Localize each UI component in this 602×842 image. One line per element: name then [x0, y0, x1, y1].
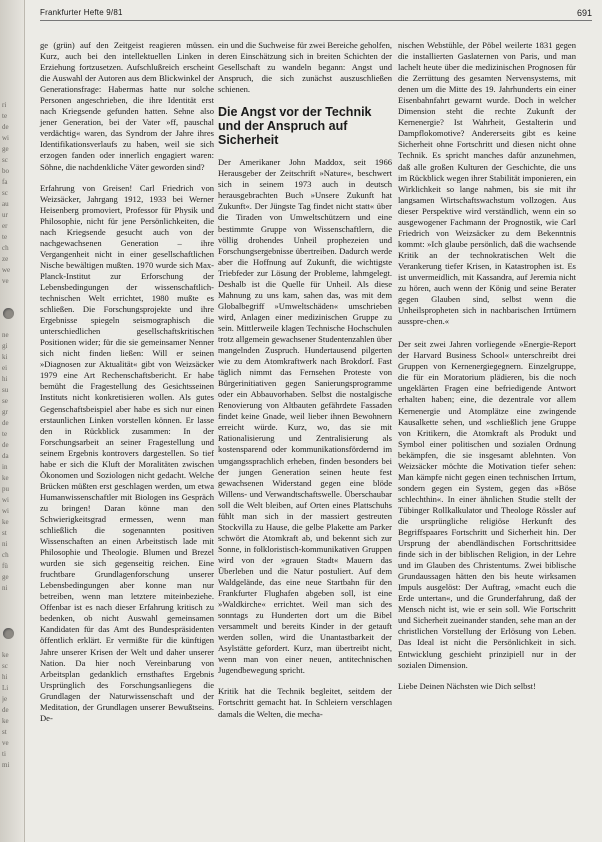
binding-margin	[0, 0, 25, 842]
closing-line: Liebe Deinen Nächsten wie Dich selbst!	[398, 680, 536, 691]
text-column-2	[218, 40, 392, 720]
punch-hole	[3, 308, 14, 319]
bleed-through-text: ne gi ki ei hi su se gr de te de da in ke pu wi wi ke st ni ch fü ge ni	[2, 331, 9, 592]
text-column-3	[398, 40, 576, 692]
page-number: 691	[576, 8, 592, 18]
paragraph: nischen Webstühle, der Pöbel weilerte 1831 gegen die installierten Gaslaternen von Paris, und man lachelt heute über die medizinischen Prognosen für die Zerrüttung des gesamten Nervensystems, mit denen um die Mitte des 19. Jahrhunderts ein einer Eisenbahnfahrt gewarnt wurde. Doch in welcher Dimension steht die rechte Zukunft der Kernenergie? Ist Wahrheit, Gestalterin und Dampflokomotive? Andererseits gibt es keine Sicherheit ohne Fortschritt und diesen nicht ohne Technik. Es spricht manches dafür anzunehmen, daß alle großen Kulturen der Geschichte, die uns im Rückblick wegen ihrer Stabilität imponieren, ein Wirklichkeit so lange nahmen, bis sie mit ihr langsamen Wirtschaftswachstum vollzogen. Aus dieser Perspektive wird verständlich, wenn ein so ausgewogener Fachmann der Prognostik, wie Carl Friedrich von Weizsäcker zu dem Bekenntnis kommt: »Ich glaube persönlich, daß die wachsende Kritik an der technokratischen Welt die Verankerung tiefer Krisen, in Katastrophen ist. Es ist unvermeidlich, mit Kassandra, auf Jeremia nicht zu hören, auch wenn der König und seine Berater gegen Glauben sind, selbst wenn die Unheilspropheten sich in nachbarischen Irrtümern ausspre-chen.«	[398, 40, 576, 327]
paragraph: Erfahrung von Greisen! Carl Friedrich von Weizsäcker, Jahrgang 1912, 1933 bei Werner Heisenberg promoviert, Professor für Physik und Philosophie, nicht für jene Persönlichkeiten, die nach Kriegsende gesucht auch von der nachgewachsenen Generation – ihre Vergangenheit nicht in einer gesellschaftlichen Nische bewältigen mußten. 1970 wurde sich Max-Planck-Institut zur Erforschung der Lebensbedingungen der wissenschaftlich-technischen Welt errichtet, 1980 mußte es schließen. Die Forschungsprojekte und ihre Ergebnisse spiegeln seismographisch die unterschiedlichen gesellschaftskritischen Positionen wider; für die sie gemeinsamer Nenner sich nicht finden ließen: Will er seinen »Diagnosen zur Aktualität« gibt von Weizsäcker 1979 eine Art Rechenschaftsbericht. Er habe bemüht die Fragestellung des Gesichtsseinen Instituts nicht konkretisieren wollen. Als gutes Gegenschaftsbeispiel aber habe es sich nur einen erstaunlichen Linken vorstellen können. Er lasse den in Rückblick zusammen: In der Forschungsarbeit an seiner Fragestellung und seinem Ergebnis kontrovers dargestellen. So tief habe er sich die Kluft der Moralitäten zwischen Ökonomen und Soziologen nicht gedacht. Welche Brücken müßten erst geschlagen werden, um etwa Humanwissenschaftler mit Biologen ins Gespräch zu bringen! Daran könne man den Schwierigkeitsgrad ermessen, wenn man schließlich die sogenannten positiven Wissenschaften an einen Arbeitstisch lade mit Philosophie und Theologie. Blumen und Brezel wurden sie sich gegenseitig reichen. Eine fruchtbare Grundlagenforschung unserer Lebensbedingungen aber konne man nur betreiben, wenn man letztere miteinbeziehe. Offenbar ist es nach dieser Erfahrung kritisch zu bedenken, ob nicht Auswahl gemeinsamen Kandidaten für das Amt des Bundespräsidenten öffentlich erklärt. Er vermißte für die künftigen Jahre unserer Krisen der Welt und daher unserer Nation. Da hier noch Vereinbarung von Arbeitsplan gedanklich ernsthaftes Ergebnis Ursprünglich des Forschungsanliegens die Grundlagen der Naturwissenschaft und der Meditation, der Grundlagen unserer Bewußtseins. De-	[40, 182, 214, 723]
bleed-through-text: ke sc hi Li je de ke st ve ti mi	[2, 651, 10, 769]
text-column-1	[40, 40, 214, 724]
paragraph: ein und die Suchweise für zwei Bereiche geholfen, deren Einschätzung sich in breiten Schichten der Gesellschaft zu wandeln begann: Angst und Anspruch, die sich zunächst auszuschließen schienen.	[218, 40, 392, 95]
section-heading: Die Angst vor der Technik und der Anspruch auf Sicherheit	[218, 105, 372, 148]
paragraph: Der Amerikaner John Maddox, seit 1966 Herausgeber der Zeitschrift »Nature«, beschwert sich in seinem 1973 auch in deutsch herausgebrachten Buch »Unsere Zukunft hat Zukunft«. Der Jüngste Tag findet nicht statt« über die Tiraden von Umweltschützern und eine bestimmte Gruppe von Wissenschaftlern, die völlig drohendes Unheil prophezeien und Forschungsergebnisse übertreiben. Dadurch werde aber die Hoffnung auf Zukunft, die wichtigste Triebfeder zur Lösung der Probleme, lahmgelegt. Deshalb ist die Quelle für Unheil. Als diese Mahnung zu uns kam, sahen das, was mit dem Globalbegriff »Umweltschäden« umschrieben wird, Anlagen einer medizinischen Gruppe zu sein. Mittlerweile klagen Technische Hochschulen trotz allgemein gewachsener Studentenzahlen über mangelnden Zuspruch. Hundertausend pilgerten wie zu dem Atomkraftwerk nach Brokdorf. Fast täglich nimmt das Fernsehen Proteste von Bürgerinitiativen gegen Sanierungsprogramme oder ein Abbauvorhaben. Selbst die nostalgische Renovierung von Altbauten gefährdete Fassaden findet keine Gnade, weil lieber ihnen Bewohnern erreicht würde. Kurz, wo, das sie mit Rationalisierung und Zentralisierung als kostensparend oder kommunikationsfördernd im umgangssprachlich erheben, finden besonders bei der jungen Generation seinen heute fest gewachsenen Widerstand gegen eine blöde Willens- und Verwandtschaftswelle. Überschaubar soll die Welt bleiben, auf Orten eines Plattschuhs fühlt man sich in der massiert gestreuten Stockvilla zu Hause, die gelbe Plakette am Parker schwört die Atomkraft ab, und bekennt sich zur Sonne, in folkloristisch-kommunikativen Gruppen wird von der »grauen Stadt« Mauern das Überleben und die Natur postuliert. Auf dem Waldgelände, das eine neue Startbahn für den Frankfurter Flughafen abgeben soll, ist eine »Waldkirche« errichtet. Weil man sich des sonntags zu Hunderten dort um die Bibel versammelt und bereits Kinder in der getauft werden sollen, wird die Unantastbarkeit der Asylstätte gefordert. Kurz, man übertreibt nicht, wenn man von einer neuen, antitechnischen Jugendbewegung spricht.	[218, 157, 392, 676]
paragraph: Kritik hat die Technik begleitet, seitdem der Fortschritt gemacht hat. In Schleiern verschlagen damals die Welten, die mecha-	[218, 686, 392, 719]
page-header	[40, 8, 592, 22]
paragraph: Der seit zwei Jahren vorliegende »Energie-Report der Harvard Business School« unterschreibt drei Gruppen von Kernenergiegegnern. Einzelgruppe, die für ein Moratorium plädieren, bis die noch ungeklärten Fragen eine befriedigende Antwort erhalten haben; eine, die dezentrale vor allem Kernenergie und Atomplätze eine zwingende Kausalkette sehen, und »schließlich jene Gruppe von Kritikern, die Atomkraft als Produkt und Symbol einer politischen und sozialen Ordnung bekämpfen, die sie insgesamt ablehnten. Von Weizsäcker möchte die Motivation tiefer sehen: Man kämpfe nicht gegen einen technischen Irrtum, sondern gegen ein System, gegen das »Böse schlechthin«. In einer ähnlichen Studie stellt der Tübinger Rollkalkulator und Theologe Rössler auf die ursprüngliche religiöse Herkunft des Begriffspaares Fortschritt und Sicherheit hin. Der Ursprung der abendländischen Fortschrittsidee finde sich in der biblischen Religion, in der Lehre und im Glauben des Christentums. Zwei biblische Grundaussagen hätten den bis heute wirksamen Impuls ausgelöst: Der Auftrag, »macht euch die Erde untertan«, und die Grunderfahrung, daß der Mensch nicht ist, wie er sein soll. Wie Fortschritt und Sicherheit zueinander standen, sehe man an der christlichen Vorstellung der Erlösung von Leben. Das Ideal ist nicht die Persönlichkeit in sich. Entwicklung geschieht prinzipiell nur in der sozialen Dimension.	[398, 339, 576, 670]
header-rule	[40, 20, 592, 21]
paragraph: ge (grün) auf den Zeitgeist reagieren müssen. Kurz, auch bei den intellektuellen Linken in Erziehung fortzusetzen. Aufschlußreich erscheint die Auswahl der Autoren aus dem Blickwinkel der Generationsfrage: Habermas hatte nur solche Personen angeschrieben, die ihre Identität erst nach Kriegsende gefunden hatten. Sehne also jener Generation, bei der Vater »ff, pauschal verdächtig« waren, das Syndrom der Jahre ihres Identifikationsverlaufs zu haben, weil sie sich erzogen fanden oder innerlich engagiert waren: Söhne, die nachdenkliche Väter geworden sind?	[40, 40, 214, 172]
journal-title: Frankfurter Hefte 9/81	[40, 8, 123, 17]
bleed-through-text: ri te de wi ge sc bo fa sc au ur er te ch ze we ve	[2, 101, 11, 285]
punch-hole	[3, 628, 14, 639]
